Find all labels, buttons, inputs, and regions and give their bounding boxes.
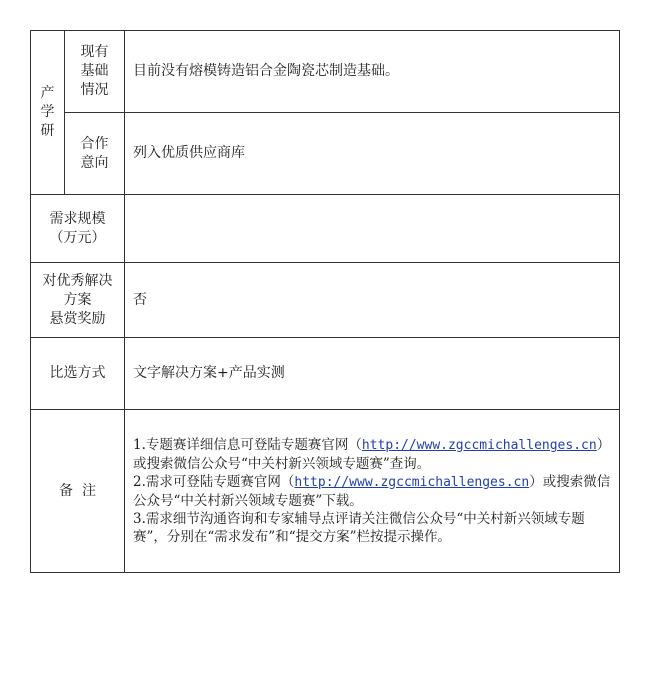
requirement-table bbox=[30, 30, 620, 573]
value-intent: 列入优质供应商库 bbox=[125, 113, 620, 195]
row-notes bbox=[31, 410, 620, 573]
note-1: 1.专题赛详细信息可登陆专题赛官网（http://www.zgccmichallenges.cn）或搜索微信公众号“中关村新兴领域专题赛”查询。 bbox=[133, 437, 611, 472]
label-line: 悬赏奖励 bbox=[49, 310, 106, 327]
row-selection bbox=[31, 338, 620, 410]
value-reward: 否 bbox=[125, 263, 620, 338]
row-reward bbox=[31, 263, 620, 338]
official-site-link[interactable]: http://www.zgccmichallenges.cn bbox=[361, 438, 597, 453]
label-line: 意向 bbox=[80, 154, 109, 171]
label-reward bbox=[31, 263, 125, 338]
label-line: 需求规模 bbox=[49, 210, 106, 227]
official-site-link[interactable]: http://www.zgccmichallenges.cn bbox=[294, 475, 530, 490]
row-basis bbox=[31, 31, 620, 113]
label-intent bbox=[65, 113, 125, 195]
label-notes: 备 注 bbox=[31, 410, 125, 573]
label-scale bbox=[31, 195, 125, 263]
label-line: 现有 bbox=[80, 44, 109, 60]
label-line: 情况 bbox=[80, 82, 109, 98]
value-notes bbox=[125, 410, 620, 573]
label-line: 对优秀解决 bbox=[42, 272, 113, 289]
row-intent bbox=[31, 113, 620, 195]
row-scale bbox=[31, 195, 620, 263]
label-line: 合作 bbox=[80, 135, 109, 152]
group-label-text: 产学研 bbox=[40, 85, 55, 139]
label-basis bbox=[65, 31, 125, 113]
label-line: 方案 bbox=[63, 291, 92, 308]
note-2: 2.需求可登陆专题赛官网（http://www.zgccmichallenges.cn）或搜索微信公众号“中关村新兴领域专题赛”下载。 bbox=[133, 474, 611, 509]
group-label-chanxueyan bbox=[31, 31, 65, 195]
label-selection: 比选方式 bbox=[31, 338, 125, 410]
value-selection: 文字解决方案+产品实测 bbox=[125, 338, 620, 410]
value-basis: 目前没有熔模铸造铝合金陶瓷芯制造基础。 bbox=[125, 31, 620, 113]
label-line: 基础 bbox=[80, 63, 109, 79]
note-3: 3.需求细节沟通咨询和专家辅导点评请关注微信公众号“中关村新兴领域专题赛”，分别在“需求发布”和“提交方案”栏按提示操作。 bbox=[133, 511, 585, 545]
label-line: （万元） bbox=[49, 229, 106, 246]
value-scale bbox=[125, 195, 620, 263]
